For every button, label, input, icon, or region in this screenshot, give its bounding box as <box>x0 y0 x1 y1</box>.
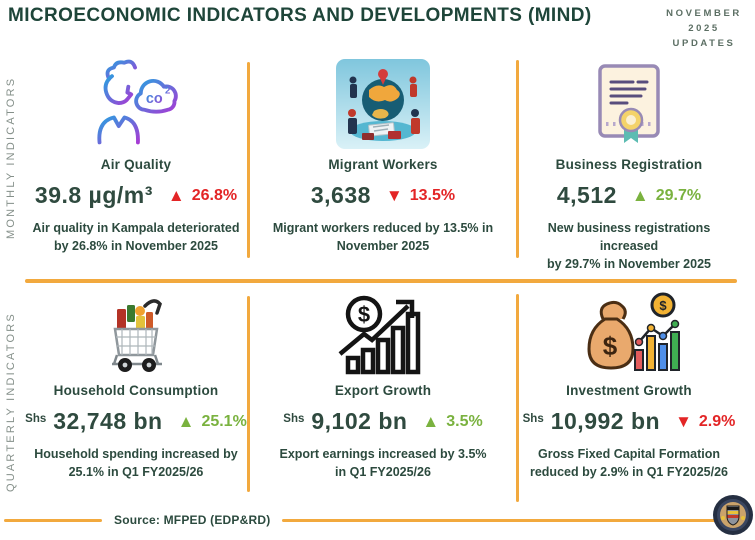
export-growth-icon <box>334 292 432 376</box>
indicator-title: Export Growth <box>334 383 432 398</box>
source-divider <box>4 519 102 522</box>
footer <box>4 512 717 528</box>
period-line: UPDATES <box>672 38 736 50</box>
vertical-divider <box>516 294 519 502</box>
description-line: Migrant workers reduced by 13.5% in <box>272 221 494 235</box>
indicator-value: 4,512 <box>556 182 617 208</box>
description-line: 25.1% in Q1 FY2025/26 <box>68 464 204 479</box>
co2-superscript: 2 <box>165 85 171 97</box>
indicator-title: Household Consumption <box>53 383 219 398</box>
indicator-value-row <box>25 408 247 435</box>
indicator-card-migrant-workers <box>252 58 514 256</box>
trend-up-icon: ▲ <box>167 186 185 205</box>
indicator-card-investment-growth <box>520 292 738 482</box>
description-line: November 2025 <box>336 238 430 253</box>
section-label-monthly: MONTHLY INDICATORS <box>5 76 17 240</box>
description-line: reduced by 2.9% in Q1 FY2025/26 <box>529 464 728 479</box>
dollar-glyph: $ <box>659 298 667 313</box>
period-line: NOVEMBER <box>666 8 742 19</box>
trend-percent: 29.7% <box>655 186 702 204</box>
indicator-title: Air Quality <box>100 157 172 172</box>
description-line: Household spending increased by <box>34 447 238 461</box>
mfped-logo <box>712 494 754 536</box>
household-consumption-icon <box>103 292 169 376</box>
description-line: New business registrations increased <box>547 221 711 253</box>
trend-up-icon: ▲ <box>631 186 649 205</box>
indicator-description <box>520 220 738 273</box>
investment-growth-icon <box>577 292 681 376</box>
indicator-value-row <box>35 182 237 209</box>
indicator-title: Investment Growth <box>566 383 692 398</box>
description-line: Gross Fixed Capital Formation <box>538 447 720 461</box>
description-line: Export earnings increased by 3.5% <box>279 447 487 461</box>
trend-percent: 2.9% <box>698 412 736 430</box>
dollar-glyph: $ <box>602 331 618 361</box>
indicator-card-household-consumption <box>25 292 247 482</box>
trend-up-icon: ▲ <box>422 412 440 431</box>
indicator-description <box>33 220 240 256</box>
indicator-value: 39.8 µg/m³ <box>34 182 153 208</box>
indicator-card-air-quality <box>25 58 247 256</box>
indicator-value-row <box>523 408 736 435</box>
indicator-value-row <box>283 408 482 435</box>
trend-percent: 3.5% <box>446 412 483 430</box>
indicator-card-export-growth <box>252 292 514 482</box>
indicator-description <box>530 446 728 482</box>
trend-percent: 26.8% <box>191 186 238 204</box>
currency-prefix: Shs <box>25 412 47 425</box>
indicator-value: 9,102 bn <box>311 408 408 434</box>
vertical-divider <box>247 296 250 492</box>
trend-up-icon: ▲ <box>177 412 195 431</box>
air-quality-icon <box>88 58 184 150</box>
indicator-description <box>279 446 486 482</box>
indicator-value-row <box>557 182 701 209</box>
section-divider <box>25 279 737 283</box>
currency-prefix: Shs <box>522 412 544 425</box>
dollar-glyph: $ <box>357 302 371 327</box>
indicator-title: Migrant Workers <box>328 157 438 172</box>
description-line: Air quality in Kampala deteriorated <box>32 221 240 235</box>
indicator-title: Business Registration <box>555 157 703 172</box>
description-line: in Q1 FY2025/26 <box>335 464 431 479</box>
page-title: MICROECONOMIC INDICATORS AND DEVELOPMENTS (MIND) <box>8 5 592 26</box>
indicator-value: 32,748 bn <box>53 408 163 434</box>
indicator-value: 3,638 <box>310 182 371 208</box>
period-badge <box>655 6 753 52</box>
business-registration-icon <box>593 58 665 150</box>
description-line: by 29.7% in November 2025 <box>547 256 711 271</box>
trend-down-icon: ▼ <box>385 186 403 205</box>
vertical-divider <box>516 60 519 258</box>
indicator-description <box>273 220 493 256</box>
indicator-value: 10,992 bn <box>550 408 661 434</box>
description-line: by 26.8% in November 2025 <box>54 238 218 253</box>
trend-down-icon: ▼ <box>675 412 692 431</box>
migrant-workers-icon <box>336 58 430 150</box>
indicator-description <box>34 446 238 482</box>
co2-label: co <box>145 91 163 108</box>
period-line: 2025 <box>688 23 720 35</box>
trend-percent: 13.5% <box>409 186 456 204</box>
section-label-quarterly: QUARTERLY INDICATORS <box>5 312 17 492</box>
indicator-card-business-registration <box>520 58 738 273</box>
source-divider <box>282 519 717 522</box>
source-text: Source: MFPED (EDP&RD) <box>114 513 271 527</box>
currency-prefix: Shs <box>283 412 305 425</box>
vertical-divider <box>247 62 250 258</box>
indicator-value-row <box>311 182 455 209</box>
trend-percent: 25.1% <box>201 412 247 430</box>
